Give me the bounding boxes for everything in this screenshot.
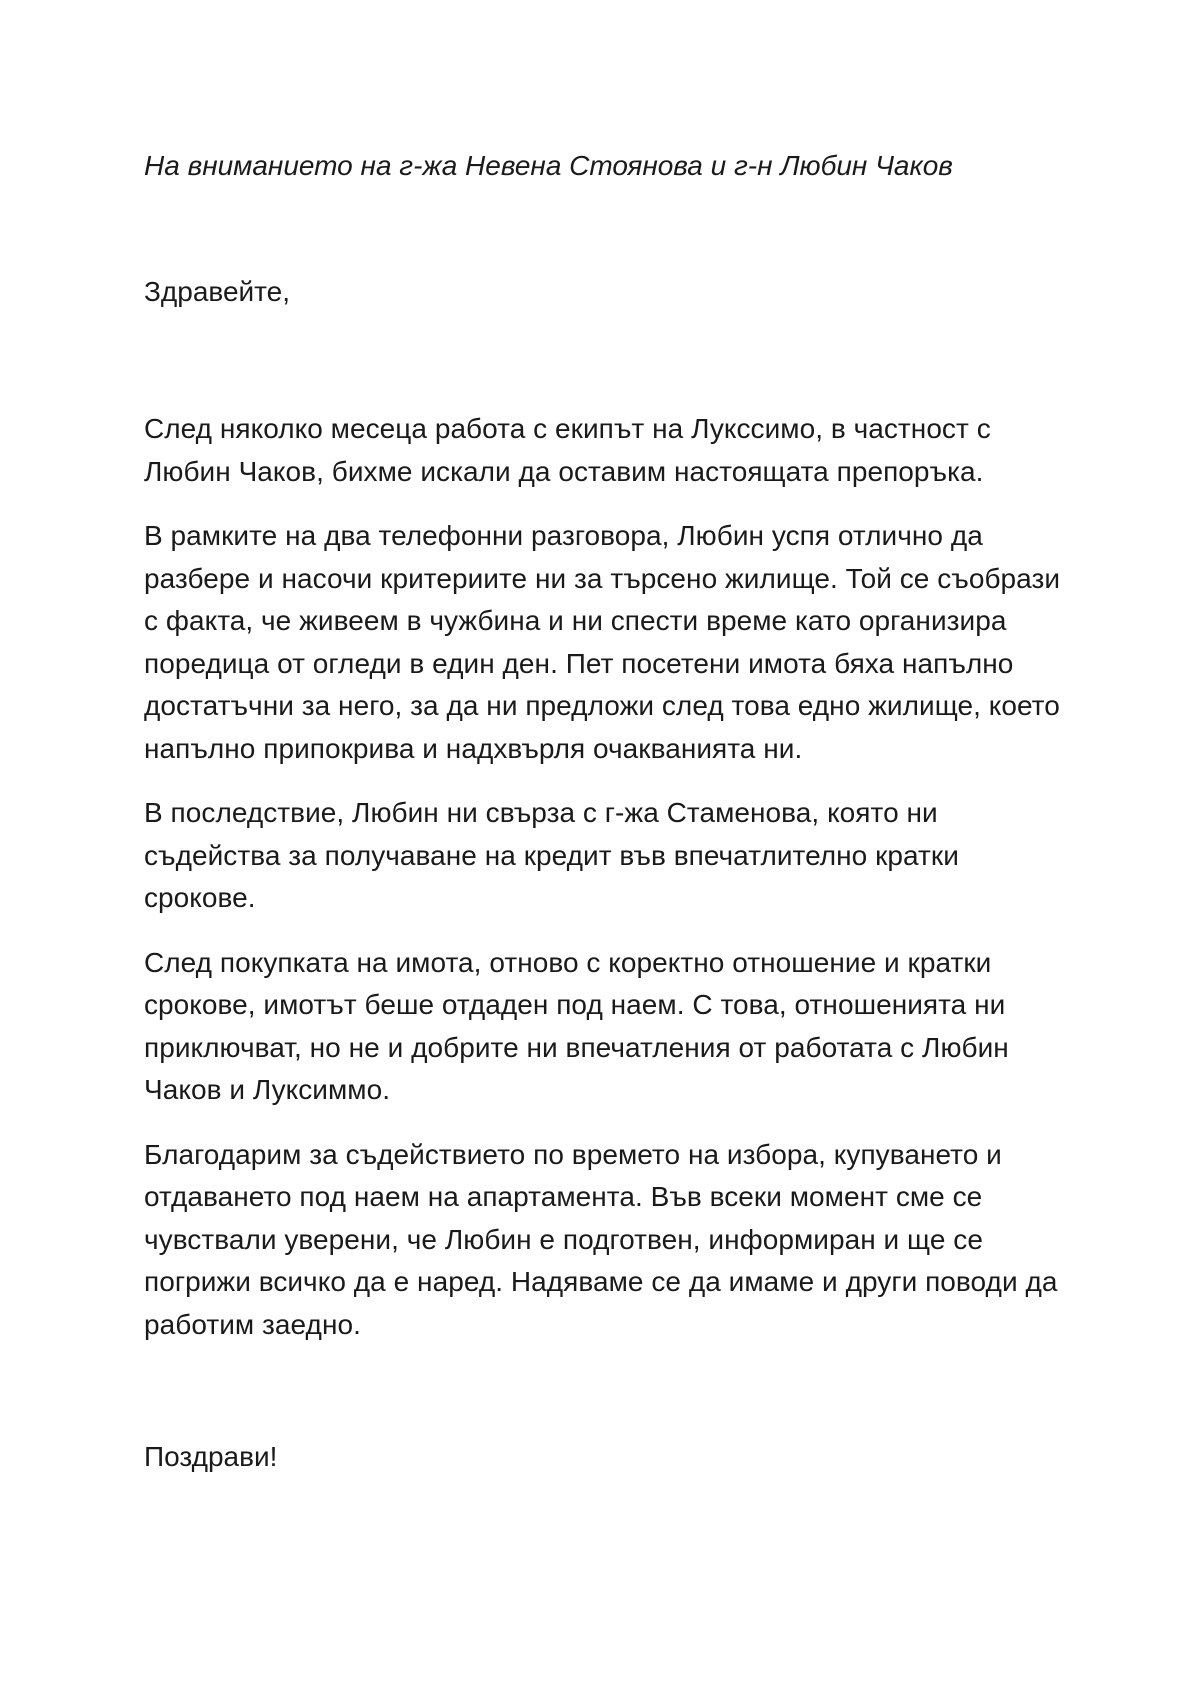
attention-line: На вниманието на г-жа Невена Стоянова и г-н Любин Чаков xyxy=(144,150,953,181)
closing: Поздрави! xyxy=(144,1441,278,1472)
letter-content xyxy=(144,145,1064,1478)
paragraph: След няколко месеца работа с екипът на Лукссимо, в частност с Любин Чаков, бихме искали да оставим настоящата препоръка. xyxy=(144,413,991,487)
paragraph: В последствие, Любин ни свърза с г-жа Стаменова, която ни съдейства за получаване на кредит във впечатлително кратки срокове. xyxy=(144,797,959,913)
greeting: Здравейте, xyxy=(144,276,291,307)
letter-body xyxy=(144,408,1064,1346)
paragraph: Благодарим за съдействието по времето на избора, купуването и отдаването под наем на апартамента. Във всеки момент сме се чувствали уверени, че Любин е подготвен, информиран и ще се погрижи всичко да е наред. Надяваме се да имаме и други поводи да работим заедно. xyxy=(144,1138,1058,1340)
paragraph: След покупката на имота, отново с коректно отношение и кратки срокове, имотът беше отдаден под наем. С това, отношенията ни приключват, но не и добрите ни впечатления от работата с Любин Чаков и Луксиммо. xyxy=(144,946,1009,1105)
paragraph: В рамките на два телефонни разговора, Любин успя отлично да разбере и насочи критериите ни за търсено жилище. Той се съобрази с факта, че живеем в чужбина и ни спести време като организира поредица от огледи в един ден. Пет посетени имота бяха напълно достатъчни за него, за да ни предложи след това едно жилище, което напълно припокрива и надхвърля очакванията ни. xyxy=(144,520,1061,764)
